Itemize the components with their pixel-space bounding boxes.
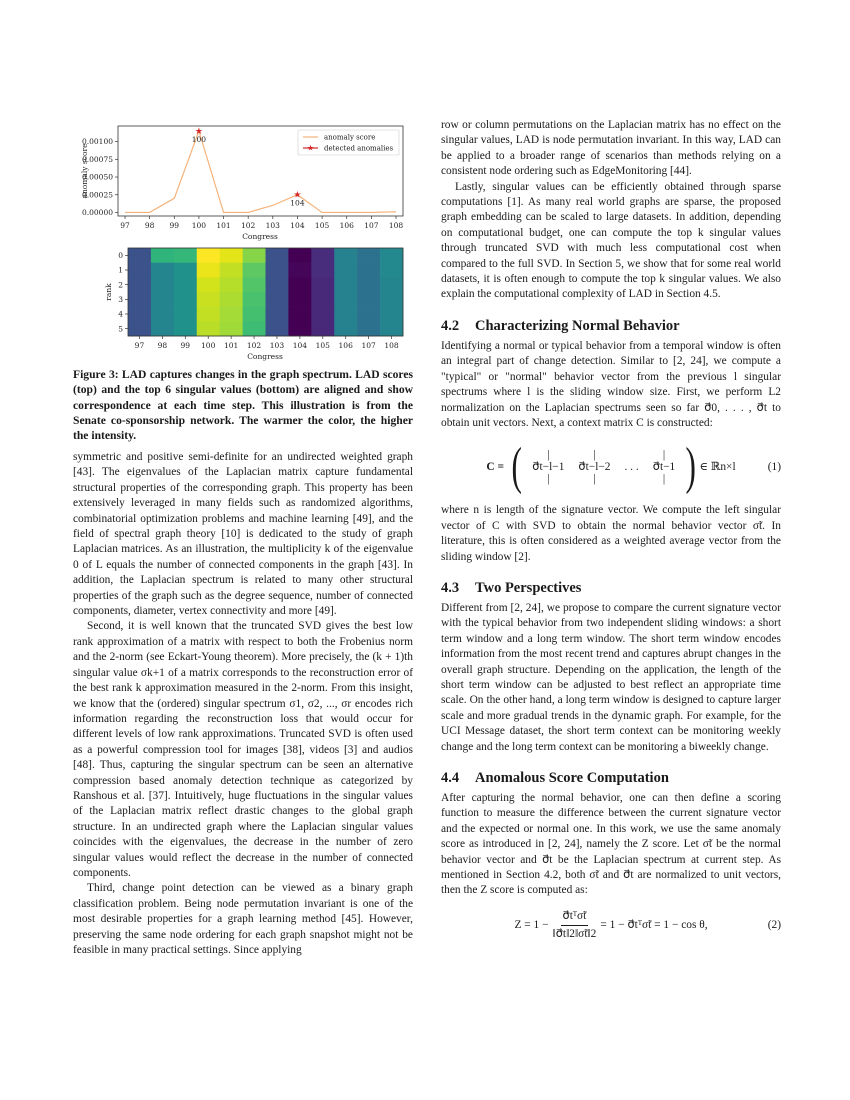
paragraph: After capturing the normal behavior, one can then define a scoring function to measure the difference between the current signature vector and the expected or normal one. In this work, we use the same anomaly score as introduced in [2, 24], namely the Z score. Let σ̃t be the normal behavior vector and σ⃗t be the Laplacian spectrum at current step. As mentioned in Section 4.2, both σ̃t and σ⃗t are normalized to unit vectors, then the Z score is computed as: xyxy=(441,792,781,897)
context-matrix: ( | σ⃗t−l−1 | | σ⃗t−l−2 | . . . | σ⃗t−1 | ) xyxy=(511,438,697,496)
svg-text:108: 108 xyxy=(384,341,399,350)
svg-text:3: 3 xyxy=(118,294,123,304)
svg-text:106: 106 xyxy=(339,221,354,230)
svg-text:97: 97 xyxy=(134,341,145,350)
svg-text:★: ★ xyxy=(293,190,302,201)
svg-text:104: 104 xyxy=(290,221,305,230)
svg-text:detected anomalies: detected anomalies xyxy=(324,144,394,153)
svg-text:105: 105 xyxy=(314,221,330,230)
svg-text:105: 105 xyxy=(315,341,330,350)
svg-text:99: 99 xyxy=(169,221,180,230)
figure-charts xyxy=(73,118,413,368)
svg-text:102: 102 xyxy=(241,221,256,230)
svg-text:0: 0 xyxy=(118,250,123,260)
svg-text:103: 103 xyxy=(265,221,280,230)
svg-text:0.00100: 0.00100 xyxy=(81,137,113,147)
svg-text:4: 4 xyxy=(118,309,123,319)
right-column xyxy=(441,118,781,953)
svg-text:100: 100 xyxy=(191,134,207,144)
svg-text:2: 2 xyxy=(118,280,123,290)
svg-text:★: ★ xyxy=(194,126,203,137)
paragraph: Third, change point detection can be viewed as a binary graph classification problem. Being node permutation invariant is one of the most desirable properties for a graph learning method [45]. However, preserving the same node ordering for each graph snapshot might not be feasible in many practical settings. Since applying xyxy=(73,882,413,956)
svg-text:99: 99 xyxy=(180,341,191,350)
svg-text:1: 1 xyxy=(118,265,123,275)
svg-text:101: 101 xyxy=(223,341,239,350)
svg-text:102: 102 xyxy=(246,341,262,350)
svg-text:101: 101 xyxy=(216,221,231,230)
svg-text:104: 104 xyxy=(292,341,308,350)
svg-text:anomaly score: anomaly score xyxy=(324,133,376,142)
paragraph: Different from [2, 24], we propose to compare the current signature vector with the typical behavior from two independent sliding windows: a short term window and a long term window. The short term window encodes information from the most recent trend and captures abrupt changes in the overall graph structure. Depending on the application, the length of the short term window can be adjusted to best reflect an appropriate time scale. On the other hand, a long term window is designed to capture larger scale and more gradual trends in the dynamic graph. For example, for the UCI Message dataset, the short term context can be monitoring weekly change and the long term context can be monitoring a biweekly change. xyxy=(441,601,781,753)
svg-text:97: 97 xyxy=(120,221,130,230)
svg-text:Congress: Congress xyxy=(242,232,278,241)
section-heading-4-4: 4.4 Anomalous Score Computation xyxy=(441,770,669,786)
equation-2: Z = 1 − $\frac{\text{σ⃗tᵀσ̃t}}{‖\sigma⃗t‖2‖\sigmãt‖2}$ = 1 − σ⃗tᵀσ̃t = 1 − cos θ, (2) xyxy=(441,909,781,943)
svg-text:98: 98 xyxy=(144,221,155,230)
svg-text:100: 100 xyxy=(191,221,207,230)
svg-text:0.00025: 0.00025 xyxy=(81,190,113,200)
svg-text:103: 103 xyxy=(269,341,285,350)
left-column xyxy=(73,450,413,958)
section-heading-4-2: 4.2 Characterizing Normal Behavior xyxy=(441,317,680,334)
svg-text:107: 107 xyxy=(361,341,376,350)
paragraph: Lastly, singular values can be efficiently obtained through sparse computations [1]. As many real world graphs are sparse, the proposed graph embedding can be scaled to large datasets. In addition, depending on computational budget, one can compute the top k singular values through truncated SVD with much less computational cost when compared to the full SVD. In Section 5, we show that for some real world datasets, it is often enough to compute the top k singular values. We also explain the computational complexity of LAD in Section 4.5. xyxy=(441,180,781,301)
section-heading-4-3: 4.3 Two Perspectives xyxy=(441,579,582,596)
fraction: $\frac{\text{σ⃗tᵀσ̃t}}{‖\sigma⃗t‖2‖\sigmãt‖2}$ xyxy=(552,909,597,941)
svg-text:5: 5 xyxy=(118,324,123,334)
svg-text:106: 106 xyxy=(338,341,353,350)
chart-legend xyxy=(298,130,399,155)
svg-text:0.00075: 0.00075 xyxy=(81,154,113,164)
paragraph: where n is length of the signature vector. We compute the left singular vector of C with SVD to obtain the normal behavior vector σ̃t. In literature, this is often considered as a weighted average vector from the sliding window [2]. xyxy=(441,504,781,563)
anomaly-score-chart xyxy=(80,126,403,241)
paragraph: Second, it is well known that the truncated SVD gives the best low rank approximation of a matrix with respect to both the Frobenius norm and the 2-norm (see Eckart-Young theorem). More precisely, the (k + 1)th singular value σk+1 of a matrix corresponds to the reconstruction error of the best rank k approximation measured in the 2-norm. From this insight, we know that the (ordered) singular spectrum σ1, σ2, ..., σr encodes rich information regarding the reconstruction loss that would occur for different levels of low rank approximations. Truncated SVD is often used as a powerful compression tool for images [38], videos [3] and audios [48]. Thus, capturing the singular spectrum can be seen an alternative compression based anomaly detection technique as categorized by Ranshous et al. [37]. Intuitively, huge fluctuations in the singular values of the Laplacian matrix reflect drastic changes to the global graph structure. In an undirected graph where the Laplacian singular values coincides with the eigenvalues, the decrease in the number of zero singular values would reflect the decrease in the number of connected components. xyxy=(73,620,413,879)
svg-text:108: 108 xyxy=(388,221,404,230)
equation-1: C = ( | σ⃗t−l−1 | | σ⃗t−l−2 | . . . | σ⃗t−1 | ) ∈ ℝn×l (1) xyxy=(486,438,781,496)
svg-text:rank: rank xyxy=(104,283,113,301)
singular-values-heatmap xyxy=(104,248,403,361)
svg-text:107: 107 xyxy=(364,221,379,230)
figure-3 xyxy=(73,118,413,368)
svg-text:104: 104 xyxy=(290,198,305,208)
svg-text:★: ★ xyxy=(306,143,315,153)
paragraph: row or column permutations on the Laplacian matrix has no effect on the singular values, LAD is node permutation invariant. In this way, LAD can be applied to a broader range of scenarios than methods relying on a consistent node ordering such as EdgeMonitoring [44]. xyxy=(441,119,781,178)
svg-text:98: 98 xyxy=(157,341,168,350)
svg-text:Congress: Congress xyxy=(247,352,283,361)
svg-text:0.00050: 0.00050 xyxy=(81,172,113,182)
paragraph: Identifying a normal or typical behavior from a temporal window is often an integral part of change detection. Similar to [2, 24], we compute a "typical" or "normal" behavior vector from the previous l singular spectrums where l is the sliding window size. First, we perform L2 normalization on the Laplacian spectrums seen so far σ⃗0, . . . , σ⃗t to obtain unit vectors. Next, a context matrix C is constructed: xyxy=(441,339,781,429)
svg-text:anomaly score: anomaly score xyxy=(80,143,89,199)
paragraph: symmetric and positive semi-definite for an undirected weighted graph [43]. The eigenvalues of the Laplacian matrix capture fundamental structural properties of the corresponding graph. This property has been extensively leveraged in many fields such as randomized algorithms, combinatorial optimization problems and machine learning [49], and the field of spectral graph theory [10] is dedicated to the study of graph Laplacian matrices. As an illustration, the multiplicity k of the eigenvalue 0 of L equals the number of connected components in the graph [43]. In addition, the Laplacian spectrum is related to many other structural properties of the graph such as the degree sequence, number of connected components, diameter, vertex connectivity and more [49]. xyxy=(73,451,413,618)
svg-text:100: 100 xyxy=(201,341,216,350)
svg-text:0.00000: 0.00000 xyxy=(81,208,113,218)
figure-caption: Figure 3: LAD captures changes in the graph spectrum. LAD scores (top) and the top 6 singular values (bottom) are aligned and show correspondence at each time step. This illustration is from the Senate co-sponsorship network. The warmer the color, the higher the intensity. xyxy=(73,368,413,443)
